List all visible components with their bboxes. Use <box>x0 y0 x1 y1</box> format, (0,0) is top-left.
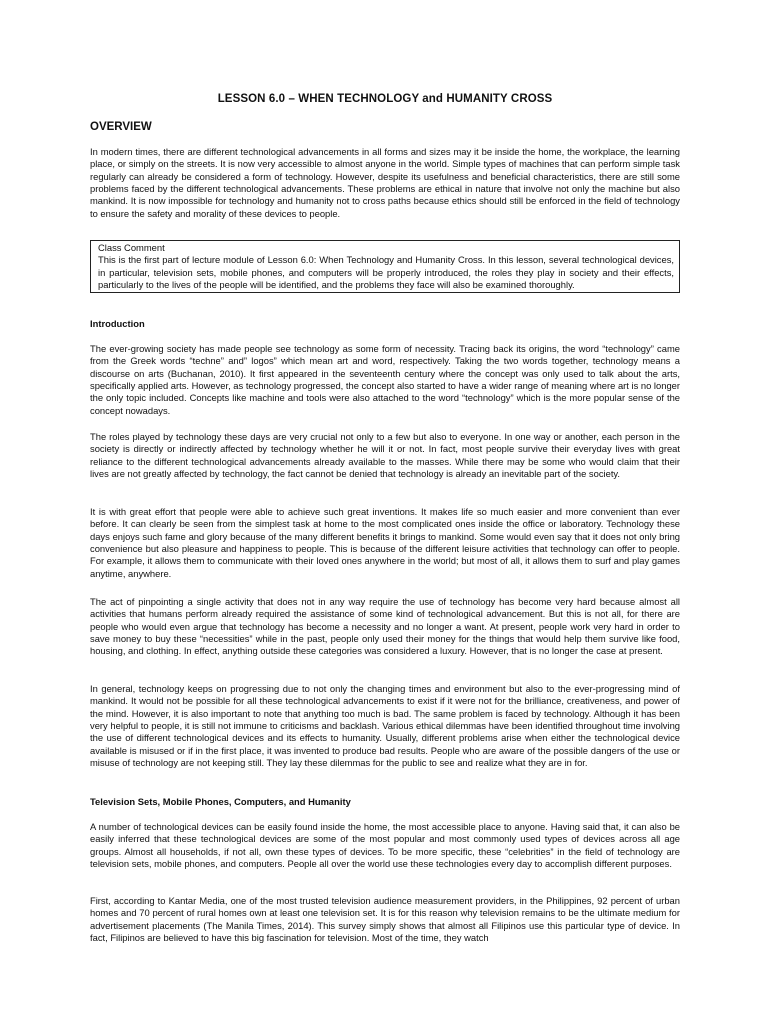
intro-paragraph-5: In general, technology keeps on progressing due to not only the changing times and environment but also to the ever-progressing mind of mankind. It would not be possible for all these technological advancements to exist if it were not for the brilliance, creativeness, and power of the mind. However, it is also important to note that anything too much is bad. The same problem is faced by technology. Although it has been very helpful to people, it is still not immune to criticisms and backlash. Various ethical dilemmas have been identified throughout time involving the use of different technological devices and its effects to humanity. Usually, different problems arise when either the technological device available is misused or if in the first place, it was invented to produce bad results. People who are aware of the possible dangers of the use or misuse of technology are not keeping still. They lay these dilemmas for the public to see and realize what they are in for. <box>90 683 680 769</box>
introduction-heading: Introduction <box>90 318 145 329</box>
intro-paragraph-1: The ever-growing society has made people see technology as some form of necessity. Tracing back its origins, the word “technology” came from the Greek words “techne” and” logos” which mean art and word, respectively. Taking the two words together, technology means a discourse on arts (Buchanan, 2010). It first appeared in the seventeenth century where the concept was only used to talk about the arts, specifically applied arts. However, as technology progressed, the concept also started to have a wider range of meaning where art is no longer the only topic included. Concepts like machine and tools were also attached to the word “technology” which is the more popular sense of the concept nowadays. <box>90 343 680 416</box>
lesson-title: LESSON 6.0 – WHEN TECHNOLOGY and HUMANITY CROSS <box>217 93 553 105</box>
intro-paragraph-2-block <box>90 431 680 480</box>
intro-paragraph-4: The act of pinpointing a single activity that does not in any way require the use of technology has become very hard because almost all activities that humans perform already required the assistance of some kind of technological advancement. But this is not all, for there are people who would even argue that technology has become a necessity and no longer a want. At present, people work very hard in order to save money to buy these “necessities” while in the past, people only used their money for the things that would help them survive like food, housing, and clothing. In effect, anything outside these categories was considered a luxury. However, that is no longer the case at present. <box>90 596 680 657</box>
class-comment-text: This is the first part of lecture module of Lesson 6.0: When Technology and Humanity Cross. In this lesson, several technological devices, in particular, television sets, mobile phones, and computers will be properly introduced, the roles they play in society and their effects, particularly to the lives of the people will be identified, and the problems they face will also be examined thoroughly. <box>98 254 674 291</box>
class-comment-label: Class Comment <box>98 242 165 253</box>
intro-paragraph-3: It is with great effort that people were able to achieve such great inventions. It makes life so much easier and more convenient than ever before. It can clearly be seen from the simplest task at home to the most complicated ones inside the office or laboratory. Technology these days enjoys such fame and glory because of the many different benefits it brings to mankind. Some would even say that it does not only bring convenience but also pleasure and happiness to people. This is because of the different leisure activities that technology can offer to people. For example, it allows them to communicate with their loved ones anywhere in the world; but most of all, it allows them to surf and play games anytime, anywhere. <box>90 506 680 579</box>
tv-paragraph-1: A number of technological devices can be easily found inside the home, the most accessible place to anyone. Having said that, it can also be easily inferred that these technological devices are some of the most popular and most commonly used types of devices across all age groups. Almost all households, if not all, own these types of devices. To be more specific, these “celebrities” in the field of technology are television sets, mobile phones, and computers. People all over the world use these technologies every day to accomplish different purposes. <box>90 821 680 870</box>
overview-section <box>90 146 680 220</box>
overview-paragraph: In modern times, there are different technological advancements in all forms and sizes may it be inside the home, the workplace, the learning place, or simply on the streets. It is now very accessible to almost anyone in the world. Simple types of machines that can perform simple task regularly can already be considered a form of technology. However, despite its usefulness and beneficial characteristics, there are still some problems faced by the different technological advancements. These problems are ethical in nature that involve not only the machine but also mankind. It is now impossible for technology and humanity not to cross paths because ethics should still be enforced in the field of technology to ensure the safety and morality of these devices to people. <box>90 146 680 219</box>
class-comment-box <box>90 240 680 293</box>
tv-paragraph-2: First, according to Kantar Media, one of the most trusted television audience measurement providers, in the Philippines, 92 percent of urban homes and 70 percent of rural homes own at least one television set. It is for this reason why television remains to be the ultimate medium for advertisement placements (The Manila Times, 2014). This survey simply shows that almost all Filipinos use this particular type of device. In fact, Filipinos are believed to have this big fascination for television. Most of the time, they watch <box>90 895 680 944</box>
introduction-heading-block <box>90 318 680 330</box>
intro-paragraph-3-block <box>90 506 680 580</box>
tv-paragraph-1-block <box>90 821 680 870</box>
tv-paragraph-2-block <box>90 895 680 944</box>
intro-paragraph-4-block <box>90 596 680 658</box>
tv-section-heading-block <box>90 796 680 808</box>
intro-paragraph-5-block <box>90 683 680 769</box>
intro-paragraph-1-block <box>90 343 680 417</box>
tv-section-heading: Television Sets, Mobile Phones, Computers, and Humanity <box>90 796 351 807</box>
class-comment <box>90 240 680 293</box>
intro-paragraph-2: The roles played by technology these days are very crucial not only to a few but also to everyone. In one way or another, each person in the society is directly or indirectly affected by technology whether he will it or not. In fact, most people survive their everyday lives with great reliance to the different technological advancements already available to the masses. While there may be some who would claim that their lives are not greatly affected by technology, the fact cannot be denied that technology is already an inevitable part of the society. <box>90 431 680 480</box>
overview-heading: OVERVIEW <box>90 121 152 133</box>
